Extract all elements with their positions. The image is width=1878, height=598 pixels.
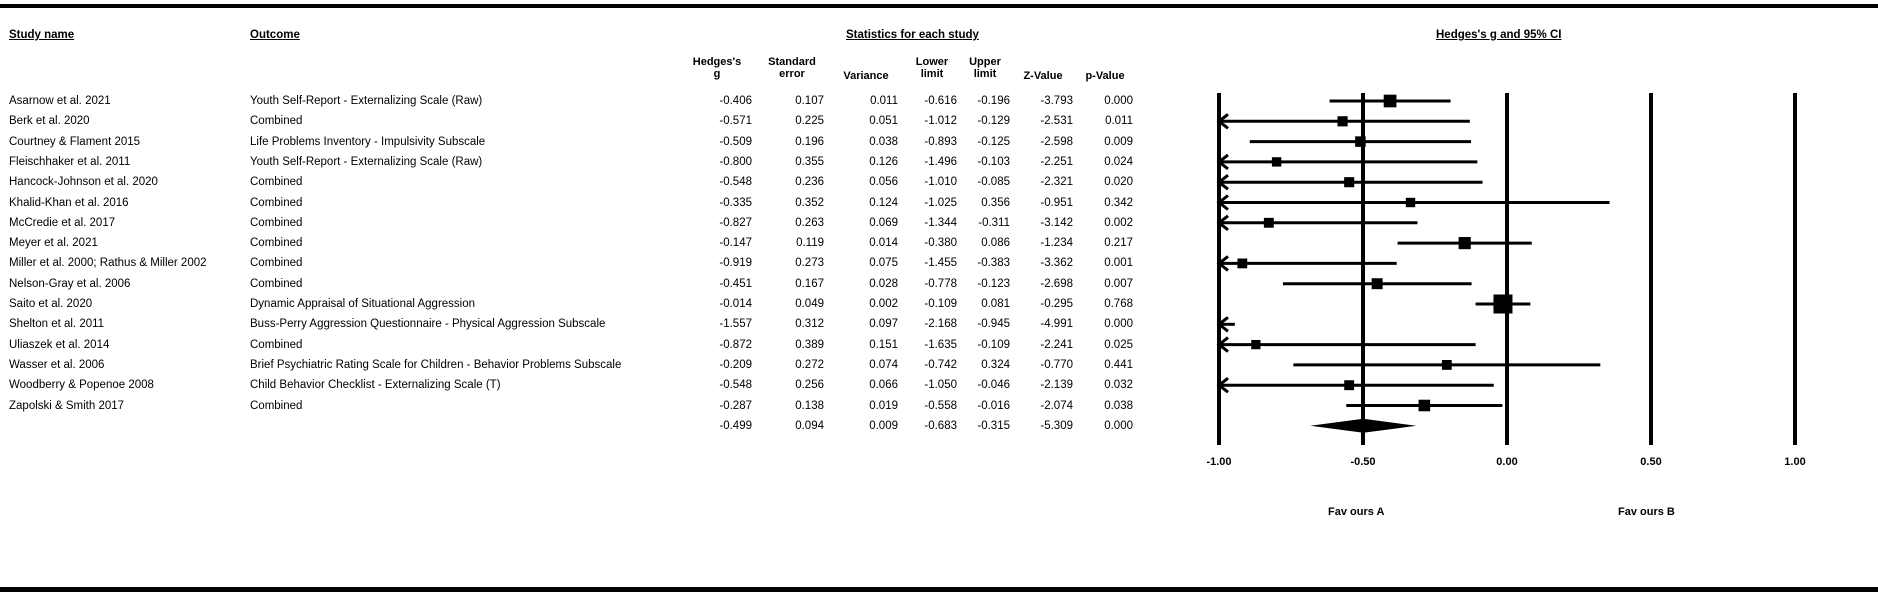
cell-z: -3.142 (1040, 216, 1073, 229)
outcome: Combined (250, 277, 303, 290)
x-tick-label: -1.00 (1206, 456, 1232, 468)
effect-square (1251, 340, 1260, 349)
cell-p: 0.000 (1104, 318, 1133, 331)
cell-g: -0.509 (719, 135, 752, 148)
cell-upper: -0.103 (977, 155, 1010, 168)
cell-upper: -0.129 (977, 115, 1010, 128)
column-header-g: Hedges's g (692, 56, 742, 80)
outcome: Youth Self-Report - Externalizing Scale (Raw) (250, 155, 483, 168)
cell-g: -0.571 (719, 115, 752, 128)
outcome: Combined (250, 216, 303, 229)
cell-variance: 0.014 (869, 237, 898, 250)
cell-g: -0.147 (719, 237, 752, 250)
effect-square (1406, 198, 1415, 207)
cell-p: 0.032 (1104, 379, 1133, 392)
cell-z: -2.251 (1040, 155, 1073, 168)
study-name: Courtney & Flament 2015 (9, 135, 141, 148)
study-name: Nelson-Gray et al. 2006 (9, 277, 131, 290)
cell-se: 0.272 (795, 358, 824, 371)
column-header-z: Z-Value (1023, 70, 1063, 82)
cell-g: -0.451 (719, 277, 752, 290)
study-name: Asarnow et al. 2021 (9, 95, 111, 107)
cell-variance: 0.069 (869, 216, 898, 229)
cell-se: 0.225 (795, 115, 824, 128)
stats-group-header: Statistics for each study (846, 29, 979, 41)
study-name: Hancock-Johnson et al. 2020 (9, 176, 158, 189)
cell-p: 0.011 (1105, 115, 1133, 128)
cell-variance: 0.151 (869, 338, 898, 351)
cell-se: 0.119 (796, 237, 824, 250)
column-header-p: p-Value (1085, 70, 1125, 82)
summary-p: 0.000 (1104, 419, 1133, 432)
effect-square (1237, 259, 1247, 269)
cell-z: -3.793 (1040, 95, 1073, 107)
summary-g: -0.499 (719, 419, 752, 432)
cell-upper: 0.086 (981, 237, 1010, 250)
cell-variance: 0.066 (869, 379, 898, 392)
cell-g: -0.287 (719, 399, 752, 412)
cell-se: 0.312 (795, 318, 824, 331)
cell-lower: -1.344 (924, 216, 957, 229)
study-name: Berk et al. 2020 (9, 115, 90, 128)
cell-upper: -0.383 (977, 257, 1010, 270)
effect-square (1272, 157, 1281, 166)
cell-lower: -0.742 (924, 358, 957, 371)
cell-g: -0.209 (719, 358, 752, 371)
cell-se: 0.107 (795, 95, 824, 107)
cell-p: 0.001 (1104, 257, 1133, 270)
column-header-lower: Lower limit (915, 56, 949, 80)
cell-z: -3.362 (1040, 257, 1073, 270)
cell-p: 0.025 (1104, 338, 1133, 351)
study-name: Uliaszek et al. 2014 (9, 338, 110, 351)
outcome: Combined (250, 176, 303, 189)
outcome: Youth Self-Report - Externalizing Scale (Raw) (250, 95, 483, 107)
cell-g: -0.548 (719, 379, 752, 392)
cell-se: 0.167 (795, 277, 824, 290)
outcome: Buss-Perry Aggression Questionnaire - Physical Aggression Subscale (250, 318, 606, 331)
effect-square (1355, 136, 1366, 147)
cell-lower: -0.380 (924, 237, 957, 250)
cell-p: 0.038 (1104, 399, 1133, 412)
cell-lower: -1.025 (924, 196, 957, 209)
summary-variance: 0.009 (869, 419, 898, 432)
plot-title: Hedges's g and 95% CI (1436, 29, 1562, 41)
study-name: Saito et al. 2020 (9, 298, 93, 310)
cell-z: -1.234 (1040, 237, 1073, 250)
cell-g: -0.548 (719, 176, 752, 189)
effect-square (1384, 95, 1397, 108)
cell-upper: -0.311 (978, 216, 1010, 229)
cell-p: 0.007 (1104, 277, 1133, 290)
cell-lower: -0.778 (924, 277, 957, 290)
cell-variance: 0.038 (869, 135, 898, 148)
cell-lower: -0.893 (924, 135, 957, 148)
cell-upper: -0.196 (977, 95, 1010, 107)
outcome: Child Behavior Checklist - Externalizing Scale (T) (250, 379, 501, 392)
column-header-upper: Upper limit (969, 56, 1001, 80)
cell-variance: 0.011 (870, 95, 898, 107)
study-name: Fleischhaker et al. 2011 (9, 155, 131, 168)
cell-p: 0.342 (1104, 196, 1133, 209)
cell-z: -0.770 (1040, 358, 1073, 371)
cell-g: -0.800 (719, 155, 752, 168)
cell-se: 0.355 (795, 155, 824, 168)
cell-z: -0.951 (1040, 196, 1073, 209)
cell-variance: 0.124 (869, 196, 898, 209)
cell-lower: -1.050 (924, 379, 957, 392)
cell-lower: -1.455 (924, 257, 957, 270)
cell-upper: -0.945 (977, 318, 1010, 331)
outcome: Dynamic Appraisal of Situational Aggression (250, 298, 476, 310)
summary-z: -5.309 (1040, 419, 1073, 432)
outcome: Combined (250, 338, 303, 351)
cell-se: 0.138 (795, 399, 824, 412)
outcome: Combined (250, 237, 303, 250)
x-tick-label: 0.50 (1640, 456, 1662, 468)
outcome: Combined (250, 399, 303, 412)
effect-square (1459, 237, 1471, 249)
effect-square (1264, 218, 1274, 228)
cell-upper: -0.016 (977, 399, 1010, 412)
summary-diamond (1310, 419, 1416, 433)
effect-square (1442, 360, 1452, 370)
cell-variance: 0.075 (869, 257, 898, 270)
outcome: Life Problems Inventory - Impulsivity Subscale (250, 135, 486, 148)
study-name: Wasser et al. 2006 (9, 358, 105, 371)
summary-upper: -0.315 (977, 419, 1010, 432)
cell-variance: 0.002 (869, 298, 898, 310)
cell-p: 0.024 (1104, 155, 1133, 168)
effect-square (1337, 116, 1347, 126)
outcome: Combined (250, 196, 303, 209)
cell-variance: 0.074 (869, 358, 898, 371)
cell-se: 0.196 (795, 135, 824, 148)
cell-lower: -0.616 (924, 95, 957, 107)
cell-p: 0.217 (1104, 237, 1133, 250)
cell-se: 0.256 (795, 379, 824, 392)
favours-a-label: Fav ours A (1328, 506, 1385, 518)
cell-g: -0.919 (719, 257, 752, 270)
cell-upper: 0.324 (981, 358, 1010, 371)
cell-g: -0.335 (719, 196, 752, 209)
cell-z: -2.139 (1040, 379, 1073, 392)
cell-p: 0.020 (1104, 176, 1133, 189)
effect-square (1419, 400, 1431, 412)
effect-square (1493, 295, 1512, 314)
x-tick-label: -0.50 (1350, 456, 1376, 468)
cell-se: 0.236 (795, 176, 824, 189)
cell-se: 0.273 (795, 257, 824, 270)
cell-upper: -0.085 (977, 176, 1010, 189)
cell-z: -2.074 (1040, 399, 1073, 412)
cell-upper: -0.109 (977, 338, 1010, 351)
effect-square (1372, 278, 1383, 289)
study-name: Shelton et al. 2011 (9, 318, 105, 331)
study-name: Woodberry & Popenoe 2008 (9, 379, 154, 392)
cell-variance: 0.097 (869, 318, 898, 331)
study-name: Meyer et al. 2021 (9, 237, 98, 250)
favours-b-label: Fav ours B (1618, 506, 1675, 518)
cell-upper: -0.125 (977, 135, 1010, 148)
cell-variance: 0.019 (869, 399, 898, 412)
study-name-header: Study name (9, 29, 75, 41)
cell-z: -0.295 (1040, 298, 1073, 310)
column-header-se: Standard error (768, 56, 816, 80)
cell-g: -1.557 (719, 318, 752, 331)
cell-p: 0.000 (1104, 95, 1133, 107)
summary-se: 0.094 (795, 419, 824, 432)
cell-z: -2.698 (1040, 277, 1073, 290)
cell-se: 0.389 (795, 338, 824, 351)
cell-z: -4.991 (1040, 318, 1073, 331)
cell-lower: -1.496 (924, 155, 957, 168)
outcome: Brief Psychiatric Rating Scale for Children - Behavior Problems Subscale (250, 358, 622, 371)
x-tick-label: 1.00 (1784, 456, 1806, 468)
cell-lower: -0.109 (924, 298, 957, 310)
cell-variance: 0.051 (869, 115, 898, 128)
cell-p: 0.002 (1104, 216, 1133, 229)
cell-g: -0.872 (719, 338, 752, 351)
cell-p: 0.768 (1104, 298, 1133, 310)
cell-g: -0.014 (719, 298, 752, 310)
cell-z: -2.321 (1040, 176, 1073, 189)
cell-se: 0.049 (795, 298, 824, 310)
x-tick-label: 0.00 (1496, 456, 1518, 468)
cell-p: 0.009 (1104, 135, 1133, 148)
cell-g: -0.827 (719, 216, 752, 229)
cell-upper: 0.356 (981, 196, 1010, 209)
cell-upper: -0.123 (977, 277, 1010, 290)
cell-upper: -0.046 (977, 379, 1010, 392)
cell-variance: 0.056 (869, 176, 898, 189)
cell-lower: -1.635 (924, 338, 957, 351)
cell-upper: 0.081 (981, 298, 1010, 310)
outcome: Combined (250, 115, 303, 128)
study-name: Miller et al. 2000; Rathus & Miller 2002 (9, 257, 207, 270)
effect-square (1344, 177, 1354, 187)
cell-se: 0.263 (795, 216, 824, 229)
cell-g: -0.406 (719, 95, 752, 107)
cell-lower: -1.012 (924, 115, 957, 128)
cell-lower: -0.558 (924, 399, 957, 412)
cell-variance: 0.028 (869, 277, 898, 290)
study-name: Khalid-Khan et al. 2016 (9, 196, 129, 209)
cell-se: 0.352 (795, 196, 824, 209)
cell-z: -2.598 (1040, 135, 1073, 148)
cell-z: -2.241 (1040, 338, 1073, 351)
cell-lower: -1.010 (924, 176, 957, 189)
effect-square (1344, 380, 1354, 390)
cell-lower: -2.168 (924, 318, 957, 331)
outcome: Combined (250, 257, 303, 270)
cell-variance: 0.126 (869, 155, 898, 168)
outcome-header: Outcome (250, 29, 300, 41)
cell-p: 0.441 (1104, 358, 1133, 371)
study-name: McCredie et al. 2017 (9, 216, 116, 229)
column-header-variance: Variance (843, 70, 889, 82)
study-name: Zapolski & Smith 2017 (9, 399, 125, 412)
summary-lower: -0.683 (924, 419, 957, 432)
cell-z: -2.531 (1040, 115, 1073, 128)
